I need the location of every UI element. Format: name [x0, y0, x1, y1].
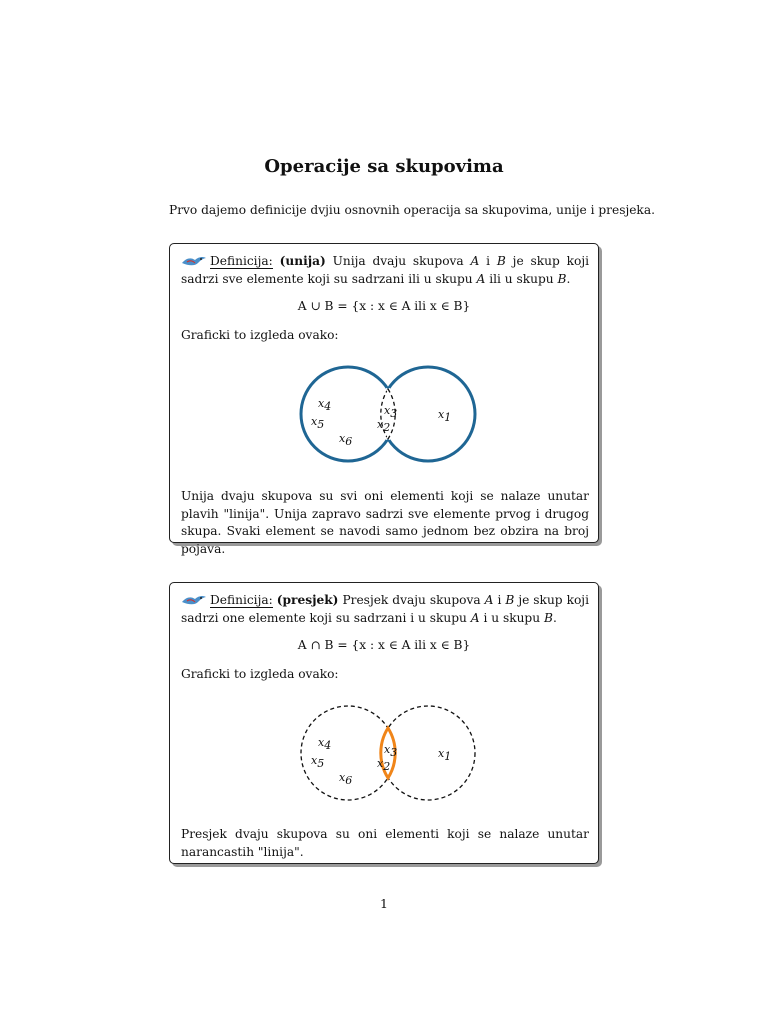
text: je skup koji sadrzi one elemente koji su sadrzani i u skupu — [181, 593, 589, 625]
var-b: B — [543, 610, 553, 625]
intersection-closing-text: Presjek dvaju skupova su oni elementi koji se nalaze unutar narancastih "linija". — [181, 827, 589, 859]
text: . — [552, 610, 557, 625]
intersection-definition-text — [181, 592, 589, 627]
var-b: B — [505, 593, 515, 607]
union-term: (unija) — [279, 254, 326, 268]
bird-icon — [181, 593, 207, 607]
element-x6: x6 — [339, 771, 353, 787]
element-x3: x3 — [384, 404, 398, 420]
text: ili u skupu — [485, 271, 558, 286]
union-definition-text — [181, 253, 589, 288]
union-definition-box — [169, 243, 599, 556]
text: i — [479, 254, 497, 268]
definition-label: Definicija: — [210, 254, 273, 268]
element-x1: x1 — [438, 408, 452, 424]
bird-icon — [181, 254, 207, 268]
union-venn-diagram — [288, 352, 480, 476]
intersection-graph-label: Graficki to izgleda ovako: — [181, 667, 339, 681]
element-x4: x4 — [318, 736, 332, 752]
text: Unija dvaju skupova — [325, 254, 471, 268]
definition-label: Definicija: — [210, 593, 273, 607]
element-x5: x5 — [311, 754, 325, 770]
page-title: Operacije sa skupovima — [264, 156, 504, 177]
element-x2: x2 — [377, 418, 391, 434]
var-a: A — [470, 610, 480, 625]
intersection-formula: A ∩ B = {x : x ∈ A ili x ∈ B} — [297, 638, 471, 652]
var-a: A — [476, 271, 486, 286]
intersection-term: (presjek) — [276, 593, 339, 607]
element-x6: x6 — [339, 432, 353, 448]
union-graph-label: Graficki to izgleda ovako: — [181, 328, 339, 342]
var-a: A — [484, 593, 494, 607]
var-b: B — [496, 254, 506, 268]
text: . — [566, 271, 571, 286]
element-x5: x5 — [311, 415, 325, 431]
page-number: 1 — [380, 896, 388, 911]
text: i — [493, 593, 506, 607]
union-closing-text: Unija dvaju skupova su svi oni elementi koji se nalaze unutar plavih "linija". Unija zapravo sadrzi sve elemente prvog i drugog skupa. Svaki element se navodi samo jednom bez obzira na broj pojava. — [181, 489, 589, 556]
intro-paragraph: Prvo dajemo definicije dvjiu osnovnih operacija sa skupovima, unije i presjeka. — [169, 203, 655, 217]
text: i u skupu — [479, 610, 544, 625]
var-b: B — [557, 271, 567, 286]
var-a: A — [470, 254, 480, 268]
intersection-definition-box — [169, 582, 599, 864]
element-x2: x2 — [377, 757, 391, 773]
element-x3: x3 — [384, 743, 398, 759]
element-x4: x4 — [318, 397, 332, 413]
element-x1: x1 — [438, 747, 452, 763]
text: Presjek dvaju skupova — [338, 593, 485, 607]
intersection-venn-diagram — [288, 691, 480, 815]
union-formula: A ∪ B = {x : x ∈ A ili x ∈ B} — [297, 299, 471, 313]
text: je skup koji sadrzi sve elemente koji su sadrzani ili u skupu — [181, 254, 589, 286]
